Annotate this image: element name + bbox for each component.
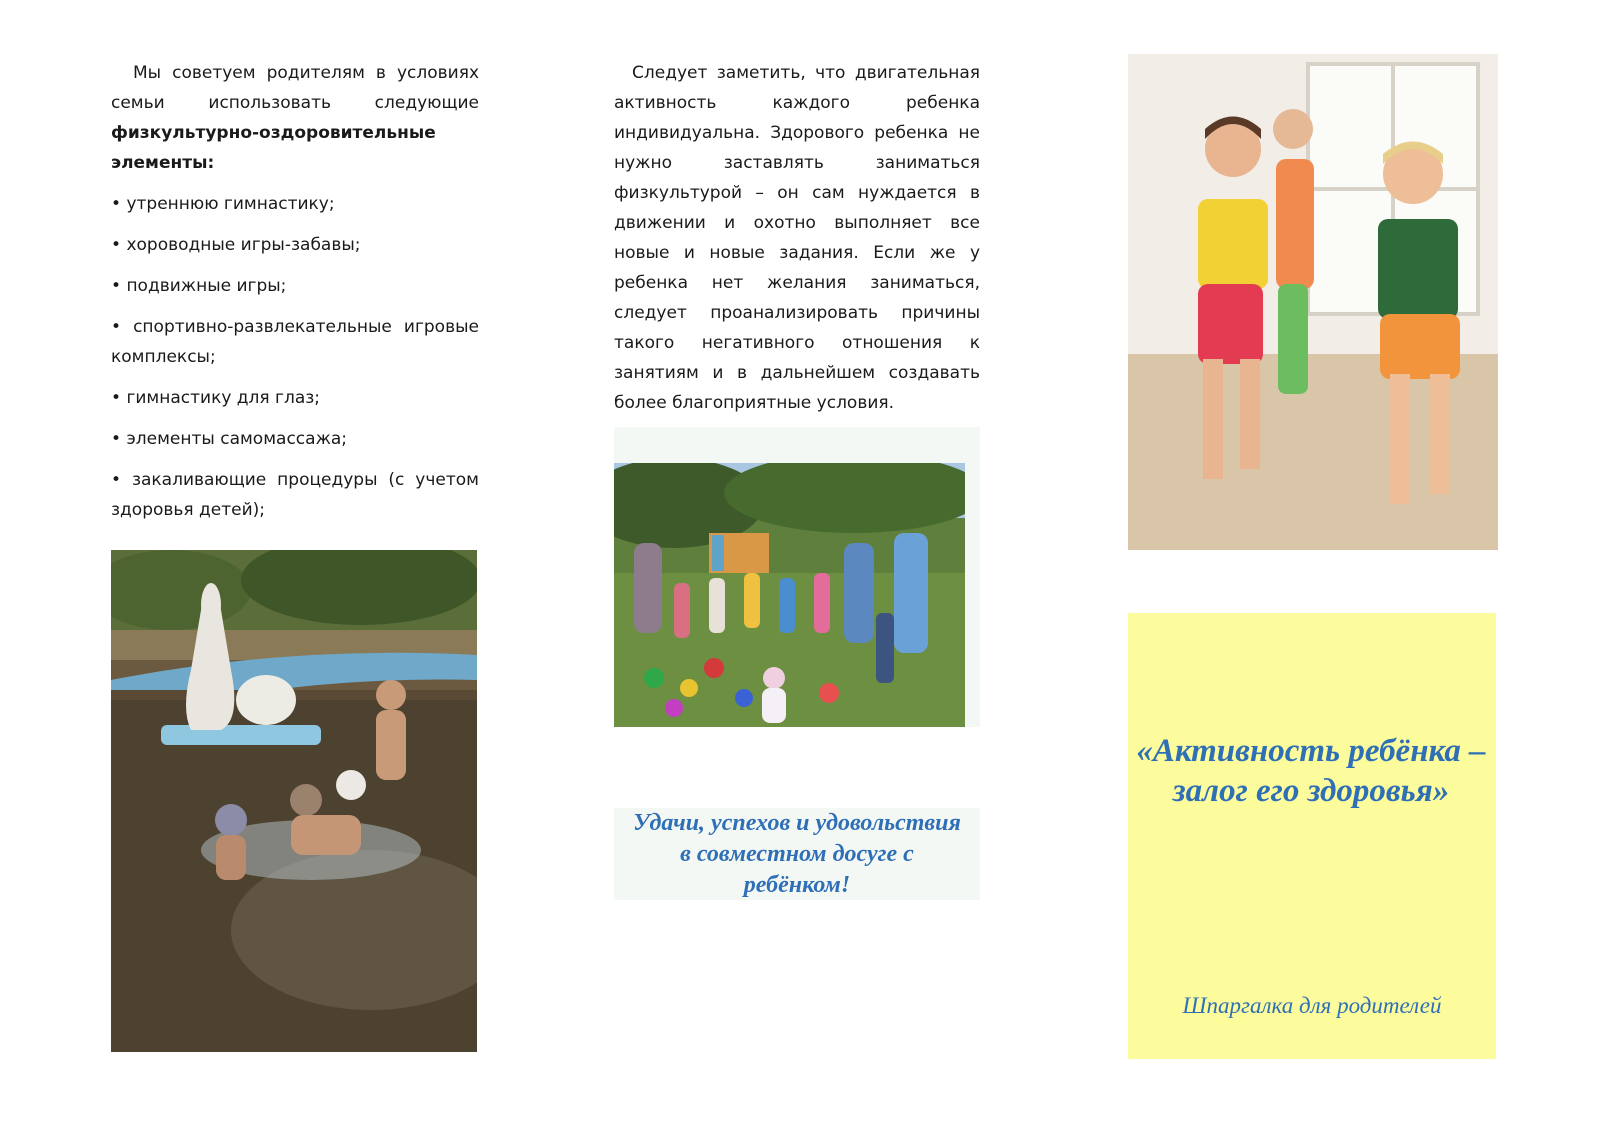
children-with-balls-photo (614, 463, 965, 727)
middle-panel-text (614, 58, 980, 418)
cover-panel (1128, 613, 1496, 1059)
intro-bold-text: физкультурно-оздоровительные элементы: (111, 123, 436, 173)
children-pool-photo (111, 550, 477, 1052)
playground-illustration (614, 463, 965, 727)
list-item: • закаливающие процедуры (с учетом здоровья детей); (111, 465, 479, 525)
pool-illustration (111, 550, 477, 1052)
intro-paragraph (111, 58, 479, 178)
list-item: • подвижные игры; (111, 271, 479, 301)
intro-text: Мы советуем родителям в условиях семьи использовать следующие (111, 63, 479, 113)
cover-title: «Активность ребёнка – залог его здоровья» (1136, 733, 1486, 809)
activity-paragraph: Следует заметить, что двигательная активность каждого ребенка индивидуальна. Здорового ребенка не нужно заставлять заниматься физкультурой – он сам нуждается в движении и охотно выполняет все новые и новые задания. Если же у ребенка нет желания заниматься, следует проанализировать причины такого негативного отношения к занятиям и в дальнейшем создавать более благоприятные условия. (614, 63, 980, 413)
list-item: • элементы самомассажа; (111, 424, 479, 454)
wish-text: Удачи, успехов и удовольствия в совместном досуге с ребёнком! (633, 809, 961, 898)
wish-box (614, 808, 980, 900)
children-dancing-photo (1128, 54, 1498, 550)
cover-subtitle: Шпаргалка для родителей (1182, 993, 1442, 1018)
list-item: • спортивно-развлекательные игровые комплексы; (111, 312, 479, 372)
list-item: • хороводные игры-забавы; (111, 230, 479, 260)
dancing-illustration (1128, 54, 1498, 550)
photo-frame (614, 427, 980, 727)
list-item: • утреннюю гимнастику; (111, 189, 479, 219)
list-item: • гимнастику для глаз; (111, 383, 479, 413)
activities-list (111, 189, 479, 525)
left-panel-text (111, 58, 479, 525)
